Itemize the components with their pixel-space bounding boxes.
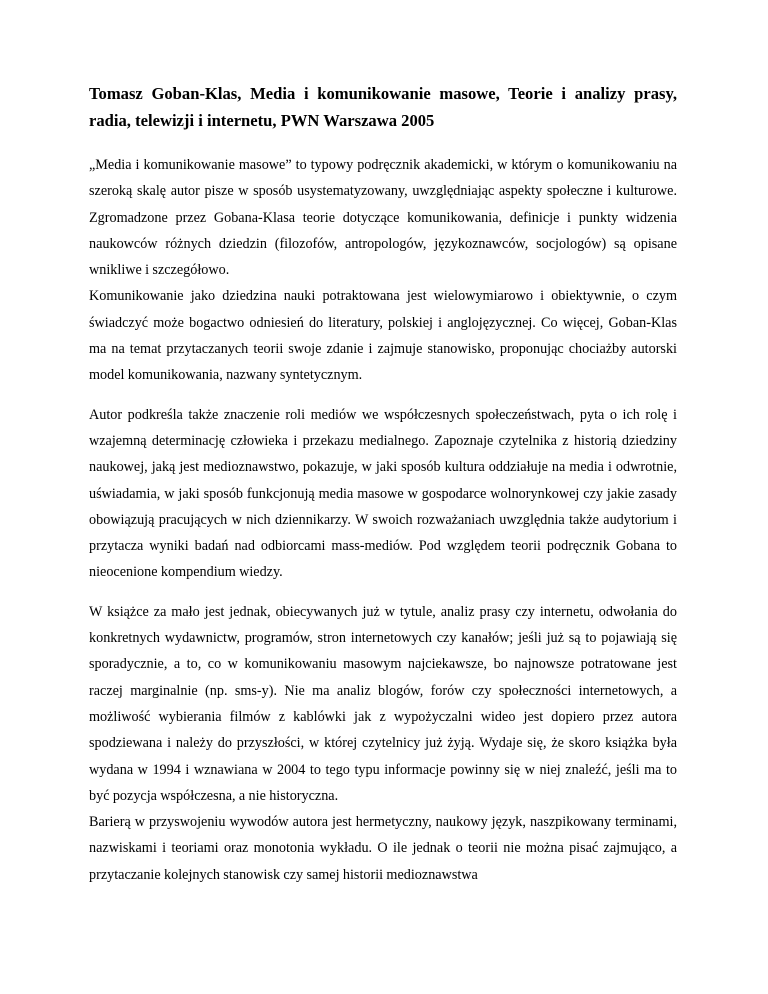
document-body — [89, 80, 677, 888]
paragraph-2: Komunikowanie jako dziedzina nauki potraktowana jest wielowymiarowo i obiektywnie, o czym świadczyć może bogactwo odniesień do literatury, polskiej i anglojęzycznej. Co więcej, Goban-Klas ma na temat przytaczanych teorii swoje zdanie i zajmuje stanowisko, proponując chociażby autorski model komunikowania, nazwany syntetycznym. — [89, 288, 677, 384]
paragraph-5: Barierą w przyswojeniu wywodów autora jest hermetyczny, naukowy język, naszpikowany terminami, nazwiskami i teoriami oraz monotonia wykładu. O ile jednak o teorii nie można pisać zajmująco, a przytaczanie kolejnych stanowisk czy samej historii medioznawstwa — [89, 814, 677, 883]
paragraph-1: „Media i komunikowanie masowe” to typowy podręcznik akademicki, w którym o komunikowaniu na szeroką skalę autor pisze w sposób usystematyzowany, uwzględniając aspekty społeczne i kulturowe. Zgromadzone przez Gobana-Klasa teorie dotyczące komunikowania, definicje i punkty widzenia naukowców różnych dziedzin (filozofów, antropologów, językoznawców, socjologów) są opisane wnikliwe i szczegółowo. — [89, 157, 677, 279]
paragraph-4: W książce za mało jest jednak, obiecywanych już w tytule, analiz prasy czy internetu, odwołania do konkretnych wydawnictw, programów, stron internetowych czy kanałów; jeśli już są to pojawiają się sporadycznie, a to, co w komunikowaniu masowym najciekawsze, bo najnowsze potratowane jest raczej marginalnie (np. sms-y). Nie ma analiz blogów, forów czy społeczności internetowych, a możliwość wybierania filmów z kablówki jak z wypożyczalni wideo jest dopiero przez autora spodziewana i należy do przyszłości, w której czytelnicy już żyją. Wydaje się, że skoro książka była wydana w 1994 i wznawiana w 2004 to tego typu informacje powinny się w niej znaleźć, jeśli ma to być pozycja współczesna, a nie historyczna. — [89, 603, 677, 804]
paragraph-3: Autor podkreśla także znaczenie roli mediów we współczesnych społeczeństwach, pyta o ich rolę i wzajemną determinację człowieka i przekazu medialnego. Zapoznaje czytelnika z historią dziedziny naukowej, jaką jest medioznawstwo, pokazuje, w jaki sposób kultura oddziałuje na media i odwrotnie, uświadamia, w jaki sposób funkcjonują media masowe w gospodarce wolnorynkowej czy jakie zasady obowiązują pracujących w nich dziennikarzy. W swoich rozważaniach uwzględnia także audytorium i przytacza wyniki badań nad odbiorcami mass-mediów. Pod względem teorii podręcznik Gobana to nieocenione kompendium wiedzy. — [89, 406, 677, 581]
document-title: Tomasz Goban-Klas, Media i komunikowanie masowe, Teorie i analizy prasy, radia, telewizji i internetu, PWN Warszawa 2005 — [89, 84, 677, 130]
